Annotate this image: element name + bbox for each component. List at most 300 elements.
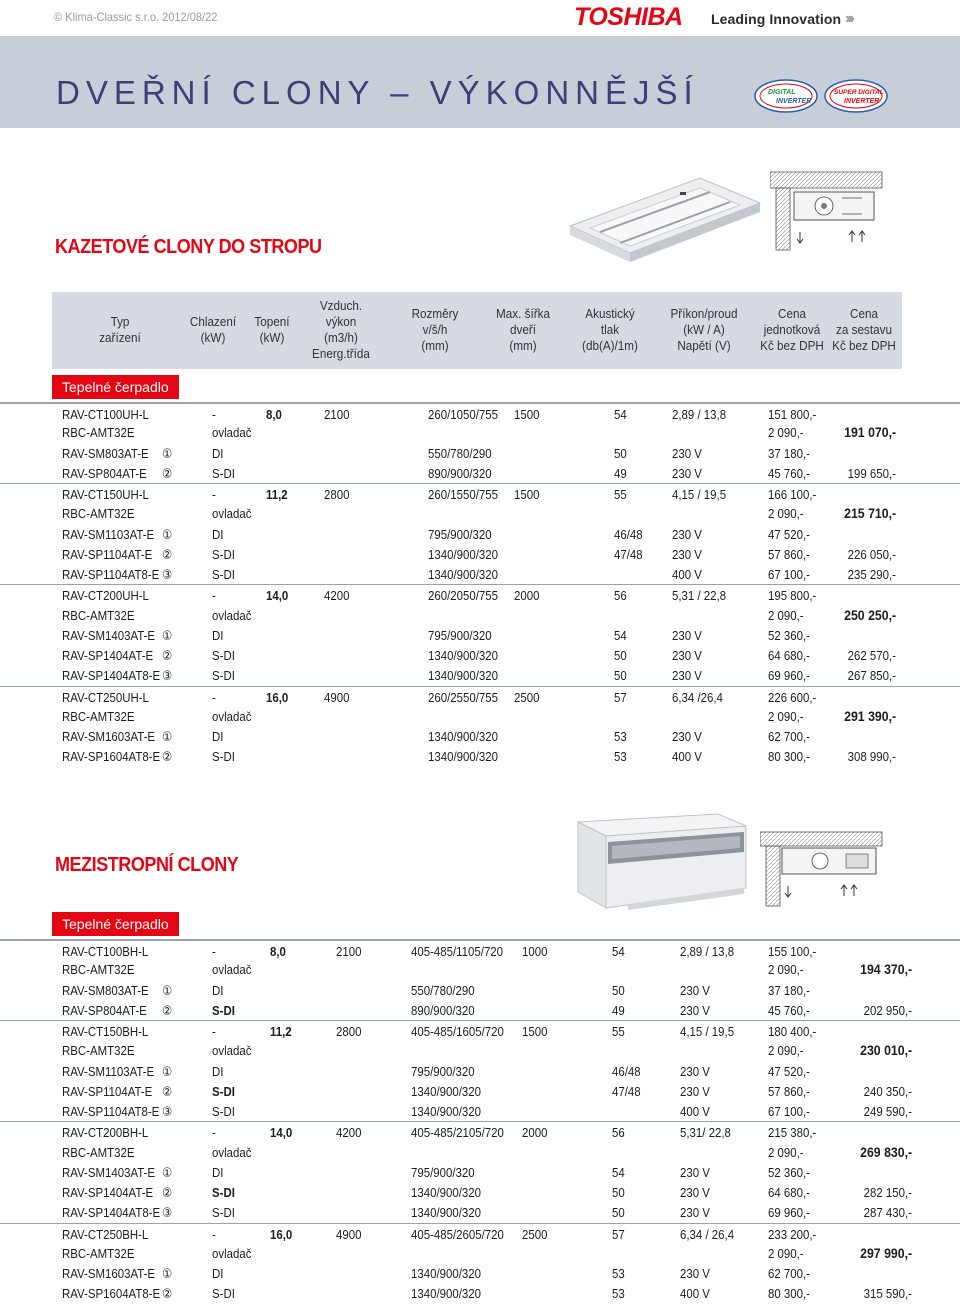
logo2-line1: SUPER DIGITAL <box>834 89 884 96</box>
cell-acoustic: 53 <box>614 749 627 765</box>
cell-door-width: 1500 <box>522 1024 548 1039</box>
cell-unit-price: 52 360,- <box>768 1164 810 1180</box>
cell-dimensions: 260/2550/755 <box>428 689 498 705</box>
cell-set-price: 249 590,- <box>863 1104 912 1119</box>
cell-model: RAV-SM803AT-E <box>62 445 149 461</box>
cell-set-price: 230 010,- <box>859 1042 912 1059</box>
cell-dimensions: 1340/900/320 <box>411 1185 481 1200</box>
page-title: DVEŘNÍ CLONY – VÝKONNĚJŠÍ <box>56 74 699 111</box>
cell-set-price: 282 150,- <box>863 1185 912 1200</box>
cell-cooling: - <box>212 944 216 959</box>
cell-unit-price: 47 520,- <box>768 1063 810 1079</box>
column-header-panel <box>52 292 902 369</box>
cell-model: RAV-SP1604AT8-E <box>62 1286 161 1302</box>
logo1-line1: DIGITAL <box>768 89 796 96</box>
cell-unit-price: 2 090,- <box>768 425 804 441</box>
col-header-airflow: Vzduch. výkon (m3/h) Energ.třída <box>312 298 370 361</box>
copyright-text: © Klima-Classic s.r.o. 2012/08/22 <box>54 10 218 24</box>
table-row <box>0 1040 960 1061</box>
logo1-line2: INVERTER <box>776 98 812 105</box>
cell-cooling: ovladač <box>212 1043 252 1059</box>
table-row <box>0 726 960 747</box>
table-row <box>0 1243 960 1264</box>
cell-cooling: S-DI <box>212 1205 235 1221</box>
cell-index: ③ <box>162 567 173 582</box>
cell-model: RAV-CT100BH-L <box>62 944 149 959</box>
cell-dimensions: 550/780/290 <box>411 982 475 998</box>
table-row <box>0 1142 960 1163</box>
cell-unit-price: 195 800,- <box>768 588 817 604</box>
cell-acoustic: 47/48 <box>614 546 643 562</box>
cell-dimensions: 405-485/1105/720 <box>411 944 504 959</box>
cell-model: RAV-SM803AT-E <box>62 982 149 998</box>
cell-power: 230 V <box>672 627 702 643</box>
table-row <box>0 564 960 585</box>
cell-unit-price: 2 090,- <box>768 962 804 978</box>
cell-dimensions: 1340/900/320 <box>411 1104 481 1119</box>
cell-heating: 16,0 <box>266 689 289 705</box>
cell-unit-price: 69 960,- <box>768 1205 810 1221</box>
cassette-installation-diagram <box>770 170 888 252</box>
cell-unit-price: 57 860,- <box>768 546 810 562</box>
cell-index: ① <box>162 1164 173 1180</box>
table-row <box>0 686 960 707</box>
cell-model: RBC-AMT32E <box>62 708 135 724</box>
cell-power: 5,31/ 22,8 <box>680 1125 731 1141</box>
cell-cooling: - <box>212 487 216 502</box>
cell-model: RAV-SP1404AT-E <box>62 648 154 663</box>
cell-dimensions: 795/900/320 <box>411 1164 475 1180</box>
cell-cooling: DI <box>212 1266 224 1281</box>
cell-acoustic: 50 <box>614 445 627 461</box>
table-row <box>0 443 960 464</box>
cell-acoustic: 57 <box>612 1226 625 1242</box>
cell-index: ① <box>162 729 173 744</box>
group-label-heat-pump-2: Tepelné čerpadlo <box>52 912 179 936</box>
section-title-ceiling: MEZISTROPNÍ CLONY <box>55 854 239 876</box>
cell-power: 230 V <box>680 1164 710 1180</box>
cell-index: ② <box>162 546 173 562</box>
cell-cooling: DI <box>212 526 224 542</box>
cell-dimensions: 890/900/320 <box>411 1002 475 1018</box>
cell-model: RAV-CT150BH-L <box>62 1024 149 1039</box>
cell-unit-price: 57 860,- <box>768 1083 810 1099</box>
cell-model: RAV-SP1104AT-E <box>62 1083 153 1099</box>
table-row <box>0 1000 960 1021</box>
cell-set-price: 226 050,- <box>847 546 896 562</box>
cell-power: 4,15 / 19,5 <box>672 487 727 502</box>
cell-unit-price: 2 090,- <box>768 708 804 724</box>
table-row <box>0 605 960 626</box>
brand-logo: TOSHIBA <box>574 3 683 31</box>
cell-index: ② <box>162 1286 173 1302</box>
cell-acoustic: 53 <box>614 729 627 744</box>
table-row <box>0 1121 960 1142</box>
top-bar <box>0 0 960 36</box>
cell-acoustic: 49 <box>612 1002 625 1018</box>
cell-dimensions: 795/900/320 <box>411 1063 475 1079</box>
cell-model: RAV-SM1603AT-E <box>62 1266 156 1281</box>
section-title-cassette: KAZETOVÉ CLONY DO STROPU <box>55 236 322 258</box>
cell-airflow: 4200 <box>336 1125 362 1141</box>
cell-power: 230 V <box>672 546 702 562</box>
cell-model: RAV-CT150UH-L <box>62 487 149 502</box>
cell-cooling: DI <box>212 729 224 744</box>
cell-acoustic: 53 <box>612 1286 625 1302</box>
cell-model: RAV-CT250UH-L <box>62 689 149 705</box>
cell-unit-price: 2 090,- <box>768 607 804 623</box>
table-row <box>0 1223 960 1244</box>
table-row <box>0 402 960 423</box>
cell-airflow: 2800 <box>336 1024 362 1039</box>
digital-inverter-logo-icon <box>752 76 820 116</box>
cell-model: RAV-SP1404AT8-E <box>62 668 161 684</box>
cell-airflow: 4900 <box>324 689 350 705</box>
cell-power: 400 V <box>680 1104 710 1119</box>
cell-dimensions: 795/900/320 <box>428 627 492 643</box>
col-header-unit-price: Cena jednotková Kč bez DPH <box>760 306 824 353</box>
table-row <box>0 524 960 545</box>
cell-set-price: 291 390,- <box>843 707 896 724</box>
cell-dimensions: 550/780/290 <box>428 445 492 461</box>
cell-index: ② <box>162 465 173 481</box>
cell-cooling: S-DI <box>212 465 235 481</box>
cell-dimensions: 260/1050/755 <box>428 407 498 422</box>
cell-unit-price: 52 360,- <box>768 627 810 643</box>
title-banner <box>0 36 960 128</box>
super-digital-inverter-logo-icon <box>822 76 890 116</box>
cell-power: 230 V <box>672 668 702 684</box>
table-row <box>0 584 960 605</box>
cell-door-width: 1000 <box>522 944 548 959</box>
cell-unit-price: 233 200,- <box>768 1226 817 1242</box>
cell-acoustic: 50 <box>612 1185 625 1200</box>
cell-dimensions: 1340/900/320 <box>411 1205 481 1221</box>
cassette-price-table <box>0 402 960 771</box>
cell-model: RAV-SM1403AT-E <box>62 1164 156 1180</box>
cell-unit-price: 47 520,- <box>768 526 810 542</box>
cell-cooling: ovladač <box>212 962 252 978</box>
cell-unit-price: 64 680,- <box>768 648 810 663</box>
cell-model: RBC-AMT32E <box>62 962 135 978</box>
cell-door-width: 2000 <box>522 1125 548 1141</box>
cell-model: RAV-SM1403AT-E <box>62 627 156 643</box>
cell-set-price: 269 830,- <box>859 1143 912 1160</box>
table-row <box>0 625 960 646</box>
cell-unit-price: 37 180,- <box>768 445 810 461</box>
table-row <box>0 503 960 524</box>
cell-unit-price: 155 100,- <box>768 944 817 959</box>
cell-unit-price: 215 380,- <box>768 1125 817 1141</box>
cell-model: RAV-CT250BH-L <box>62 1226 149 1242</box>
cell-index: ③ <box>162 668 173 684</box>
table-row <box>0 1202 960 1223</box>
cell-power: 400 V <box>672 567 702 582</box>
cell-cooling: ovladač <box>212 1144 252 1160</box>
cell-power: 400 V <box>672 749 702 765</box>
cell-cooling: DI <box>212 1063 224 1079</box>
table-row <box>0 645 960 666</box>
cell-cooling: - <box>212 689 216 705</box>
cell-power: 5,31 / 22,8 <box>672 588 727 604</box>
cell-power: 2,89 / 13,8 <box>672 407 727 422</box>
table-row <box>0 483 960 504</box>
cell-airflow: 2100 <box>336 944 362 959</box>
table-row <box>0 1283 960 1304</box>
cell-heating: 16,0 <box>270 1226 293 1242</box>
cell-set-price: 199 650,- <box>847 465 896 481</box>
cell-index: ① <box>162 982 173 998</box>
cell-index: ② <box>162 749 173 765</box>
col-header-type: Typ zařízení <box>99 314 141 345</box>
cell-acoustic: 50 <box>612 982 625 998</box>
cell-power: 230 V <box>680 1205 710 1221</box>
logo2-line2: INVERTER <box>844 98 880 105</box>
cell-dimensions: 1340/900/320 <box>428 668 498 684</box>
cell-model: RAV-SM1103AT-E <box>62 1063 155 1079</box>
cell-model: RAV-SP1104AT-E <box>62 546 153 562</box>
cell-heating: 11,2 <box>270 1024 292 1039</box>
cell-cooling: - <box>212 407 216 422</box>
cell-set-price: 262 570,- <box>847 648 896 663</box>
cell-acoustic: 56 <box>614 588 627 604</box>
cell-model: RAV-CT200UH-L <box>62 588 149 604</box>
table-row <box>0 706 960 727</box>
cell-acoustic: 56 <box>612 1125 625 1141</box>
cell-dimensions: 260/1550/755 <box>428 487 498 502</box>
cell-heating: 14,0 <box>270 1125 293 1141</box>
cell-index: ① <box>162 627 173 643</box>
table-row <box>0 980 960 1001</box>
cell-power: 6,34 / 26,4 <box>680 1226 735 1242</box>
cell-model: RBC-AMT32E <box>62 506 135 522</box>
cell-dimensions: 1340/900/320 <box>411 1266 481 1281</box>
cell-cooling: ovladač <box>212 708 252 724</box>
col-header-cooling: Chlazení (kW) <box>189 314 237 345</box>
cell-unit-price: 62 700,- <box>768 729 810 744</box>
cell-index: ① <box>162 526 173 542</box>
table-row <box>0 959 960 980</box>
cell-door-width: 1500 <box>514 407 540 422</box>
cell-model: RBC-AMT32E <box>62 1043 135 1059</box>
cell-model: RBC-AMT32E <box>62 1144 135 1160</box>
cell-unit-price: 2 090,- <box>768 506 804 522</box>
cell-dimensions: 405-485/2105/720 <box>411 1125 504 1141</box>
cell-dimensions: 1340/900/320 <box>411 1083 481 1099</box>
cell-door-width: 1500 <box>514 487 540 502</box>
cell-model: RBC-AMT32E <box>62 607 135 623</box>
cell-index: ③ <box>162 1104 173 1119</box>
cell-dimensions: 405-485/1605/720 <box>411 1024 504 1039</box>
cell-acoustic: 57 <box>614 689 627 705</box>
cell-index: ② <box>162 648 173 663</box>
cell-set-price: 297 990,- <box>859 1244 912 1261</box>
cell-set-price: 287 430,- <box>863 1205 912 1221</box>
cell-acoustic: 50 <box>614 668 627 684</box>
cell-dimensions: 795/900/320 <box>428 526 492 542</box>
cell-index: ① <box>162 1063 173 1079</box>
cell-model: RAV-CT200BH-L <box>62 1125 149 1141</box>
cell-cooling: S-DI <box>212 546 235 562</box>
cell-cooling: S-DI <box>212 1083 235 1099</box>
cell-cooling: ovladač <box>212 506 252 522</box>
ceiling-installation-diagram <box>760 830 888 910</box>
table-row <box>0 544 960 565</box>
cell-set-price: 267 850,- <box>847 668 896 684</box>
cell-dimensions: 1340/900/320 <box>428 749 498 765</box>
cell-cooling: S-DI <box>212 1286 235 1302</box>
cell-heating: 11,2 <box>266 487 288 502</box>
cell-airflow: 4200 <box>324 588 350 604</box>
cell-power: 400 V <box>680 1286 710 1302</box>
cell-unit-price: 64 680,- <box>768 1185 810 1200</box>
cell-unit-price: 226 600,- <box>768 689 817 705</box>
cell-model: RAV-SP1404AT-E <box>62 1185 154 1200</box>
cell-power: 230 V <box>672 465 702 481</box>
table-row <box>0 1182 960 1203</box>
table-row <box>0 1020 960 1041</box>
cell-cooling: ovladač <box>212 1245 252 1261</box>
cell-model: RAV-SM1103AT-E <box>62 526 155 542</box>
cell-cooling: S-DI <box>212 1104 235 1119</box>
cell-unit-price: 2 090,- <box>768 1245 804 1261</box>
cell-unit-price: 180 400,- <box>768 1024 817 1039</box>
cell-cooling: - <box>212 1125 216 1141</box>
cell-acoustic: 46/48 <box>612 1063 641 1079</box>
cell-index: ② <box>162 1002 173 1018</box>
cell-set-price: 202 950,- <box>863 1002 912 1018</box>
cell-dimensions: 260/2050/755 <box>428 588 498 604</box>
cell-door-width: 2000 <box>514 588 540 604</box>
cell-power: 230 V <box>680 982 710 998</box>
cell-cooling: DI <box>212 1164 224 1180</box>
cell-unit-price: 80 300,- <box>768 1286 810 1302</box>
cell-unit-price: 80 300,- <box>768 749 810 765</box>
cell-dimensions: 1340/900/320 <box>428 648 498 663</box>
cell-airflow: 2100 <box>324 407 350 422</box>
cell-set-price: 194 370,- <box>859 961 912 978</box>
cell-cooling: S-DI <box>212 1185 235 1200</box>
cell-acoustic: 54 <box>612 944 625 959</box>
cell-airflow: 4900 <box>336 1226 362 1242</box>
table-row <box>0 1162 960 1183</box>
col-header-set-price: Cena za sestavu Kč bez DPH <box>832 306 896 353</box>
cell-acoustic: 54 <box>614 407 627 422</box>
table-row <box>0 665 960 686</box>
table-row <box>0 422 960 443</box>
cell-dimensions: 1340/900/320 <box>428 567 498 582</box>
cell-unit-price: 2 090,- <box>768 1144 804 1160</box>
cell-cooling: - <box>212 588 216 604</box>
table-row <box>0 746 960 767</box>
cell-power: 230 V <box>680 1002 710 1018</box>
cell-cooling: S-DI <box>212 668 235 684</box>
cell-model: RAV-SP1404AT8-E <box>62 1205 161 1221</box>
cell-acoustic: 55 <box>612 1024 625 1039</box>
cell-index: ① <box>162 445 173 461</box>
cell-cooling: S-DI <box>212 1002 235 1018</box>
cell-index: ② <box>162 1083 173 1099</box>
cell-airflow: 2800 <box>324 487 350 502</box>
cell-cooling: DI <box>212 982 224 998</box>
cell-power: 230 V <box>672 445 702 461</box>
cell-acoustic: 47/48 <box>612 1083 641 1099</box>
cell-model: RBC-AMT32E <box>62 425 135 441</box>
cell-set-price: 308 990,- <box>847 749 896 765</box>
cell-power: 230 V <box>680 1185 710 1200</box>
cell-acoustic: 46/48 <box>614 526 643 542</box>
cell-cooling: DI <box>212 445 224 461</box>
cell-model: RAV-SP804AT-E <box>62 1002 147 1018</box>
col-header-door-width: Max. šířka dveří (mm) <box>496 306 550 353</box>
cell-model: RAV-SM1603AT-E <box>62 729 156 744</box>
ceiling-unit-image <box>568 812 758 912</box>
cell-dimensions: 1340/900/320 <box>428 546 498 562</box>
cell-model: RBC-AMT32E <box>62 1245 135 1261</box>
cell-unit-price: 45 760,- <box>768 465 810 481</box>
cell-dimensions: 1340/900/320 <box>428 729 498 744</box>
cell-model: RAV-SP804AT-E <box>62 465 147 481</box>
cell-model: RAV-SP1104AT8-E <box>62 1104 160 1119</box>
cell-model: RAV-SP1604AT8-E <box>62 749 161 765</box>
cell-cooling: - <box>212 1226 216 1242</box>
cell-power: 230 V <box>672 729 702 744</box>
table-row <box>0 1081 960 1102</box>
cell-cooling: DI <box>212 627 224 643</box>
cell-heating: 8,0 <box>270 944 286 959</box>
group-label-heat-pump-1: Tepelné čerpadlo <box>52 375 179 399</box>
cell-set-price: 235 290,- <box>847 567 896 582</box>
cell-door-width: 2500 <box>514 689 540 705</box>
cell-power: 230 V <box>680 1063 710 1079</box>
table-row <box>0 1101 960 1122</box>
cell-acoustic: 54 <box>614 627 627 643</box>
cell-index: ② <box>162 1185 173 1200</box>
cell-acoustic: 55 <box>614 487 627 502</box>
cell-acoustic: 54 <box>612 1164 625 1180</box>
table-row <box>0 463 960 484</box>
ceiling-price-table <box>0 939 960 1308</box>
table-row <box>0 1061 960 1082</box>
cell-cooling: - <box>212 1024 216 1039</box>
cell-set-price: 215 710,- <box>843 505 896 522</box>
brand-tagline: Leading Innovation <box>711 11 842 27</box>
cell-unit-price: 62 700,- <box>768 1266 810 1281</box>
cell-unit-price: 69 960,- <box>768 668 810 684</box>
cell-unit-price: 2 090,- <box>768 1043 804 1059</box>
cell-set-price: 250 250,- <box>843 606 896 623</box>
cell-unit-price: 67 100,- <box>768 567 810 582</box>
cell-unit-price: 37 180,- <box>768 982 810 998</box>
cell-acoustic: 50 <box>612 1205 625 1221</box>
cell-unit-price: 151 800,- <box>768 407 817 422</box>
col-header-acoustic: Akustický tlak (db(A)/1m) <box>582 306 638 353</box>
cell-model: RAV-SP1104AT8-E <box>62 567 160 582</box>
cell-dimensions: 405-485/2605/720 <box>411 1226 504 1242</box>
cell-power: 6,34 /26,4 <box>672 689 723 705</box>
cell-power: 4,15 / 19,5 <box>680 1024 735 1039</box>
cell-set-price: 315 590,- <box>863 1286 912 1302</box>
cell-model: RAV-CT100UH-L <box>62 407 149 422</box>
cell-cooling: S-DI <box>212 648 235 663</box>
col-header-power: Příkon/proud (kW / A) Napětí (V) <box>670 306 738 353</box>
cell-cooling: S-DI <box>212 749 235 765</box>
cell-heating: 14,0 <box>266 588 289 604</box>
cell-cooling: S-DI <box>212 567 235 582</box>
cell-power: 2,89 / 13,8 <box>680 944 735 959</box>
cell-dimensions: 1340/900/320 <box>411 1286 481 1302</box>
cell-heating: 8,0 <box>266 407 282 422</box>
